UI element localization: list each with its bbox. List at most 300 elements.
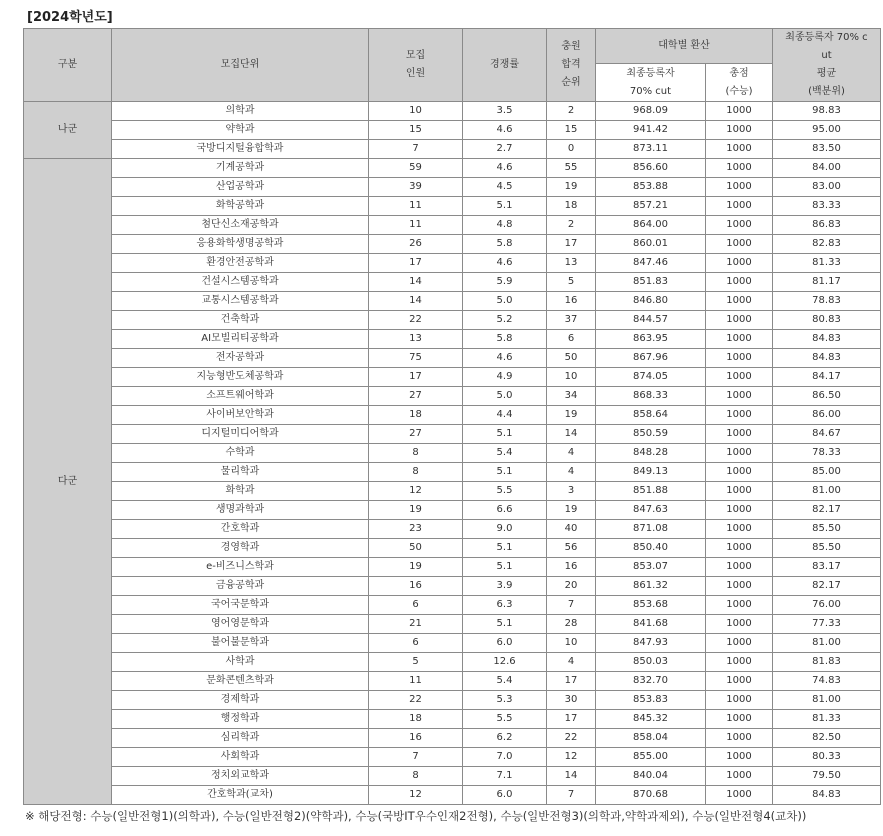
seats-cell: 10: [369, 102, 463, 121]
cut-cell: 841.68: [596, 615, 706, 634]
seats-cell: 16: [369, 729, 463, 748]
cut-cell: 857.21: [596, 197, 706, 216]
final-cell: 81.33: [773, 710, 881, 729]
table-row: [24, 311, 881, 330]
ratio-cell: 4.5: [463, 178, 547, 197]
table-row: [24, 292, 881, 311]
cut-cell: 832.70: [596, 672, 706, 691]
rank-cell: 37: [547, 311, 596, 330]
ratio-cell: 5.1: [463, 463, 547, 482]
final-cell: 74.83: [773, 672, 881, 691]
seats-cell: 19: [369, 558, 463, 577]
page-title: [2024학년도]: [27, 10, 113, 25]
rank-cell: 12: [547, 748, 596, 767]
table-row: [24, 482, 881, 501]
cut-cell: 861.32: [596, 577, 706, 596]
total-cell: 1000: [706, 292, 773, 311]
table-row: [24, 691, 881, 710]
ratio-cell: 5.8: [463, 330, 547, 349]
total-cell: 1000: [706, 558, 773, 577]
table-row: [24, 710, 881, 729]
header-ratio: 경쟁률: [463, 29, 547, 102]
cut-cell: 847.63: [596, 501, 706, 520]
total-cell: 1000: [706, 311, 773, 330]
unit-cell: 정치외교학과: [112, 767, 369, 786]
ratio-cell: 5.5: [463, 710, 547, 729]
cut-cell: 941.42: [596, 121, 706, 140]
rank-cell: 7: [547, 786, 596, 805]
rank-cell: 5: [547, 273, 596, 292]
cut-cell: 871.08: [596, 520, 706, 539]
unit-cell: 소프트웨어학과: [112, 387, 369, 406]
table-row: [24, 558, 881, 577]
table-row: [24, 368, 881, 387]
ratio-cell: 3.9: [463, 577, 547, 596]
rank-cell: 14: [547, 767, 596, 786]
rank-cell: 7: [547, 596, 596, 615]
total-cell: 1000: [706, 425, 773, 444]
table-row: [24, 748, 881, 767]
final-cell: 85.50: [773, 539, 881, 558]
table-row: [24, 349, 881, 368]
seats-cell: 21: [369, 615, 463, 634]
final-cell: 81.17: [773, 273, 881, 292]
table-row: [24, 729, 881, 748]
total-cell: 1000: [706, 634, 773, 653]
unit-cell: 행정학과: [112, 710, 369, 729]
final-cell: 82.17: [773, 501, 881, 520]
rank-cell: 15: [547, 121, 596, 140]
ratio-cell: 5.9: [463, 273, 547, 292]
cut-cell: 847.93: [596, 634, 706, 653]
table-row: [24, 653, 881, 672]
rank-cell: 0: [547, 140, 596, 159]
cut-cell: 851.83: [596, 273, 706, 292]
footnote: ※ 해당전형: 수능(일반전형1)(의학과), 수능(일반전형2)(약학과), 수능(국방IT우수인재2전형), 수능(일반전형3)(의학과,약학과제외), 수능(일반전형4(교차)): [25, 809, 807, 823]
ratio-cell: 5.1: [463, 197, 547, 216]
unit-cell: 금융공학과: [112, 577, 369, 596]
table-row: [24, 444, 881, 463]
unit-cell: 응용화학생명공학과: [112, 235, 369, 254]
table-row: [24, 216, 881, 235]
unit-cell: 물리학과: [112, 463, 369, 482]
ratio-cell: 5.3: [463, 691, 547, 710]
final-cell: 82.17: [773, 577, 881, 596]
ratio-cell: 6.6: [463, 501, 547, 520]
total-cell: 1000: [706, 786, 773, 805]
seats-cell: 14: [369, 292, 463, 311]
cut-cell: 840.04: [596, 767, 706, 786]
cut-cell: 850.40: [596, 539, 706, 558]
table-row: [24, 254, 881, 273]
seats-cell: 5: [369, 653, 463, 672]
ratio-cell: 5.4: [463, 672, 547, 691]
cut-cell: 850.59: [596, 425, 706, 444]
rank-cell: 28: [547, 615, 596, 634]
unit-cell: 의학과: [112, 102, 369, 121]
total-cell: 1000: [706, 539, 773, 558]
rank-cell: 10: [547, 634, 596, 653]
table-row: [24, 121, 881, 140]
rank-cell: 22: [547, 729, 596, 748]
seats-cell: 22: [369, 691, 463, 710]
total-cell: 1000: [706, 330, 773, 349]
final-cell: 81.83: [773, 653, 881, 672]
rank-cell: 3: [547, 482, 596, 501]
final-cell: 98.83: [773, 102, 881, 121]
total-cell: 1000: [706, 102, 773, 121]
final-cell: 82.83: [773, 235, 881, 254]
seats-cell: 17: [369, 254, 463, 273]
admission-results-table: [23, 28, 881, 805]
final-cell: 84.17: [773, 368, 881, 387]
cut-cell: 855.00: [596, 748, 706, 767]
ratio-cell: 7.1: [463, 767, 547, 786]
total-cell: 1000: [706, 197, 773, 216]
cut-cell: 847.46: [596, 254, 706, 273]
seats-cell: 15: [369, 121, 463, 140]
cut-cell: 870.68: [596, 786, 706, 805]
unit-cell: 심리학과: [112, 729, 369, 748]
cut-cell: 844.57: [596, 311, 706, 330]
cut-cell: 868.33: [596, 387, 706, 406]
ratio-cell: 9.0: [463, 520, 547, 539]
seats-cell: 11: [369, 672, 463, 691]
total-cell: 1000: [706, 729, 773, 748]
final-cell: 85.50: [773, 520, 881, 539]
unit-cell: 사회학과: [112, 748, 369, 767]
seats-cell: 39: [369, 178, 463, 197]
seats-cell: 18: [369, 710, 463, 729]
final-cell: 85.00: [773, 463, 881, 482]
rank-cell: 4: [547, 444, 596, 463]
rank-cell: 19: [547, 178, 596, 197]
final-cell: 82.50: [773, 729, 881, 748]
unit-cell: 건축학과: [112, 311, 369, 330]
table-row: [24, 425, 881, 444]
total-cell: 1000: [706, 406, 773, 425]
total-cell: 1000: [706, 672, 773, 691]
unit-cell: 수학과: [112, 444, 369, 463]
seats-cell: 6: [369, 634, 463, 653]
cut-cell: 853.68: [596, 596, 706, 615]
unit-cell: 영어영문학과: [112, 615, 369, 634]
cut-cell: 848.28: [596, 444, 706, 463]
unit-cell: e-비즈니스학과: [112, 558, 369, 577]
ratio-cell: 5.5: [463, 482, 547, 501]
rank-cell: 50: [547, 349, 596, 368]
table-row: [24, 330, 881, 349]
total-cell: 1000: [706, 501, 773, 520]
final-cell: 81.00: [773, 634, 881, 653]
seats-cell: 75: [369, 349, 463, 368]
unit-cell: 경영학과: [112, 539, 369, 558]
unit-cell: 화학과: [112, 482, 369, 501]
total-cell: 1000: [706, 691, 773, 710]
total-cell: 1000: [706, 710, 773, 729]
unit-cell: 사이버보안학과: [112, 406, 369, 425]
table-row: [24, 501, 881, 520]
unit-cell: 문화콘텐츠학과: [112, 672, 369, 691]
cut-cell: 864.00: [596, 216, 706, 235]
total-cell: 1000: [706, 577, 773, 596]
ratio-cell: 6.0: [463, 634, 547, 653]
cut-cell: 856.60: [596, 159, 706, 178]
ratio-cell: 4.8: [463, 216, 547, 235]
final-cell: 84.83: [773, 330, 881, 349]
unit-cell: 간호학과(교차): [112, 786, 369, 805]
cut-cell: 845.32: [596, 710, 706, 729]
cut-cell: 853.88: [596, 178, 706, 197]
total-cell: 1000: [706, 159, 773, 178]
total-cell: 1000: [706, 482, 773, 501]
seats-cell: 27: [369, 387, 463, 406]
ratio-cell: 6.0: [463, 786, 547, 805]
final-cell: 86.83: [773, 216, 881, 235]
ratio-cell: 4.6: [463, 121, 547, 140]
unit-cell: 산업공학과: [112, 178, 369, 197]
seats-cell: 8: [369, 767, 463, 786]
rank-cell: 14: [547, 425, 596, 444]
table-row: [24, 634, 881, 653]
ratio-cell: 4.4: [463, 406, 547, 425]
final-cell: 78.83: [773, 292, 881, 311]
rank-cell: 13: [547, 254, 596, 273]
seats-cell: 14: [369, 273, 463, 292]
header-conversion: 대학별 환산: [596, 29, 773, 64]
total-cell: 1000: [706, 121, 773, 140]
seats-cell: 11: [369, 216, 463, 235]
unit-cell: 기계공학과: [112, 159, 369, 178]
rank-cell: 18: [547, 197, 596, 216]
ratio-cell: 4.6: [463, 254, 547, 273]
cut-cell: 846.80: [596, 292, 706, 311]
total-cell: 1000: [706, 235, 773, 254]
table-row: [24, 577, 881, 596]
rank-cell: 2: [547, 216, 596, 235]
header-final-average: 최종등록자 70% c ut 평균 (백분위): [773, 29, 881, 102]
unit-cell: 지능형반도체공학과: [112, 368, 369, 387]
seats-cell: 7: [369, 140, 463, 159]
rank-cell: 20: [547, 577, 596, 596]
table-row: [24, 159, 881, 178]
total-cell: 1000: [706, 463, 773, 482]
unit-cell: 불어불문학과: [112, 634, 369, 653]
final-cell: 81.33: [773, 254, 881, 273]
table-row: [24, 387, 881, 406]
seats-cell: 23: [369, 520, 463, 539]
seats-cell: 22: [369, 311, 463, 330]
ratio-cell: 6.2: [463, 729, 547, 748]
final-cell: 83.00: [773, 178, 881, 197]
header-conversion-total: 총점 (수능): [706, 64, 773, 102]
unit-cell: 국어국문학과: [112, 596, 369, 615]
unit-cell: 교통시스템공학과: [112, 292, 369, 311]
total-cell: 1000: [706, 387, 773, 406]
table-row: [24, 102, 881, 121]
seats-cell: 59: [369, 159, 463, 178]
seats-cell: 8: [369, 463, 463, 482]
final-cell: 77.33: [773, 615, 881, 634]
cut-cell: 849.13: [596, 463, 706, 482]
ratio-cell: 4.9: [463, 368, 547, 387]
header-rank: 충원 합격 순위: [547, 29, 596, 102]
ratio-cell: 5.0: [463, 292, 547, 311]
rank-cell: 30: [547, 691, 596, 710]
rank-cell: 19: [547, 406, 596, 425]
total-cell: 1000: [706, 444, 773, 463]
rank-cell: 6: [547, 330, 596, 349]
cut-cell: 853.07: [596, 558, 706, 577]
ratio-cell: 5.1: [463, 425, 547, 444]
rank-cell: 2: [547, 102, 596, 121]
ratio-cell: 4.6: [463, 349, 547, 368]
seats-cell: 6: [369, 596, 463, 615]
total-cell: 1000: [706, 615, 773, 634]
final-cell: 84.83: [773, 349, 881, 368]
seats-cell: 17: [369, 368, 463, 387]
ratio-cell: 5.4: [463, 444, 547, 463]
ratio-cell: 2.7: [463, 140, 547, 159]
final-cell: 95.00: [773, 121, 881, 140]
header-group: 구분: [24, 29, 112, 102]
ratio-cell: 5.1: [463, 539, 547, 558]
cut-cell: 968.09: [596, 102, 706, 121]
ratio-cell: 6.3: [463, 596, 547, 615]
rank-cell: 55: [547, 159, 596, 178]
cut-cell: 860.01: [596, 235, 706, 254]
seats-cell: 7: [369, 748, 463, 767]
table-row: [24, 463, 881, 482]
table-row: [24, 178, 881, 197]
seats-cell: 12: [369, 482, 463, 501]
final-cell: 80.33: [773, 748, 881, 767]
unit-cell: 간호학과: [112, 520, 369, 539]
header-unit: 모집단위: [112, 29, 369, 102]
total-cell: 1000: [706, 653, 773, 672]
table-body: [24, 102, 881, 805]
rank-cell: 4: [547, 463, 596, 482]
unit-cell: 사학과: [112, 653, 369, 672]
seats-cell: 26: [369, 235, 463, 254]
final-cell: 83.33: [773, 197, 881, 216]
ratio-cell: 3.5: [463, 102, 547, 121]
seats-cell: 19: [369, 501, 463, 520]
final-cell: 84.83: [773, 786, 881, 805]
total-cell: 1000: [706, 596, 773, 615]
table-row: [24, 672, 881, 691]
rank-cell: 56: [547, 539, 596, 558]
ratio-cell: 5.1: [463, 558, 547, 577]
unit-cell: 약학과: [112, 121, 369, 140]
total-cell: 1000: [706, 140, 773, 159]
unit-cell: 첨단신소재공학과: [112, 216, 369, 235]
table-row: [24, 615, 881, 634]
group-cell: 나군: [24, 102, 112, 159]
total-cell: 1000: [706, 748, 773, 767]
seats-cell: 16: [369, 577, 463, 596]
cut-cell: 863.95: [596, 330, 706, 349]
cut-cell: 850.03: [596, 653, 706, 672]
unit-cell: 전자공학과: [112, 349, 369, 368]
rank-cell: 10: [547, 368, 596, 387]
unit-cell: 국방디지털융합학과: [112, 140, 369, 159]
rank-cell: 34: [547, 387, 596, 406]
total-cell: 1000: [706, 520, 773, 539]
header-seats: 모집 인원: [369, 29, 463, 102]
final-cell: 86.00: [773, 406, 881, 425]
final-cell: 84.67: [773, 425, 881, 444]
table-row: [24, 539, 881, 558]
unit-cell: 디지털미디어학과: [112, 425, 369, 444]
final-cell: 76.00: [773, 596, 881, 615]
seats-cell: 12: [369, 786, 463, 805]
cut-cell: 874.05: [596, 368, 706, 387]
cut-cell: 858.04: [596, 729, 706, 748]
unit-cell: AI모빌리티공학과: [112, 330, 369, 349]
final-cell: 79.50: [773, 767, 881, 786]
unit-cell: 생명과학과: [112, 501, 369, 520]
rank-cell: 17: [547, 672, 596, 691]
ratio-cell: 5.1: [463, 615, 547, 634]
ratio-cell: 5.8: [463, 235, 547, 254]
total-cell: 1000: [706, 349, 773, 368]
cut-cell: 853.83: [596, 691, 706, 710]
seats-cell: 18: [369, 406, 463, 425]
final-cell: 80.83: [773, 311, 881, 330]
final-cell: 81.00: [773, 691, 881, 710]
total-cell: 1000: [706, 254, 773, 273]
rank-cell: 17: [547, 235, 596, 254]
seats-cell: 8: [369, 444, 463, 463]
seats-cell: 27: [369, 425, 463, 444]
rank-cell: 40: [547, 520, 596, 539]
total-cell: 1000: [706, 767, 773, 786]
table-row: [24, 140, 881, 159]
table-row: [24, 786, 881, 805]
table-row: [24, 596, 881, 615]
rank-cell: 4: [547, 653, 596, 672]
rank-cell: 19: [547, 501, 596, 520]
table-row: [24, 235, 881, 254]
table-row: [24, 273, 881, 292]
seats-cell: 50: [369, 539, 463, 558]
unit-cell: 건설시스템공학과: [112, 273, 369, 292]
final-cell: 78.33: [773, 444, 881, 463]
total-cell: 1000: [706, 216, 773, 235]
final-cell: 83.17: [773, 558, 881, 577]
table-row: [24, 520, 881, 539]
final-cell: 83.50: [773, 140, 881, 159]
ratio-cell: 7.0: [463, 748, 547, 767]
final-cell: 84.00: [773, 159, 881, 178]
ratio-cell: 5.0: [463, 387, 547, 406]
rank-cell: 16: [547, 558, 596, 577]
ratio-cell: 4.6: [463, 159, 547, 178]
seats-cell: 13: [369, 330, 463, 349]
rank-cell: 16: [547, 292, 596, 311]
rank-cell: 17: [547, 710, 596, 729]
seats-cell: 11: [369, 197, 463, 216]
cut-cell: 873.11: [596, 140, 706, 159]
table-row: [24, 197, 881, 216]
unit-cell: 화학공학과: [112, 197, 369, 216]
total-cell: 1000: [706, 368, 773, 387]
cut-cell: 858.64: [596, 406, 706, 425]
total-cell: 1000: [706, 273, 773, 292]
group-cell: 다군: [24, 159, 112, 805]
total-cell: 1000: [706, 178, 773, 197]
